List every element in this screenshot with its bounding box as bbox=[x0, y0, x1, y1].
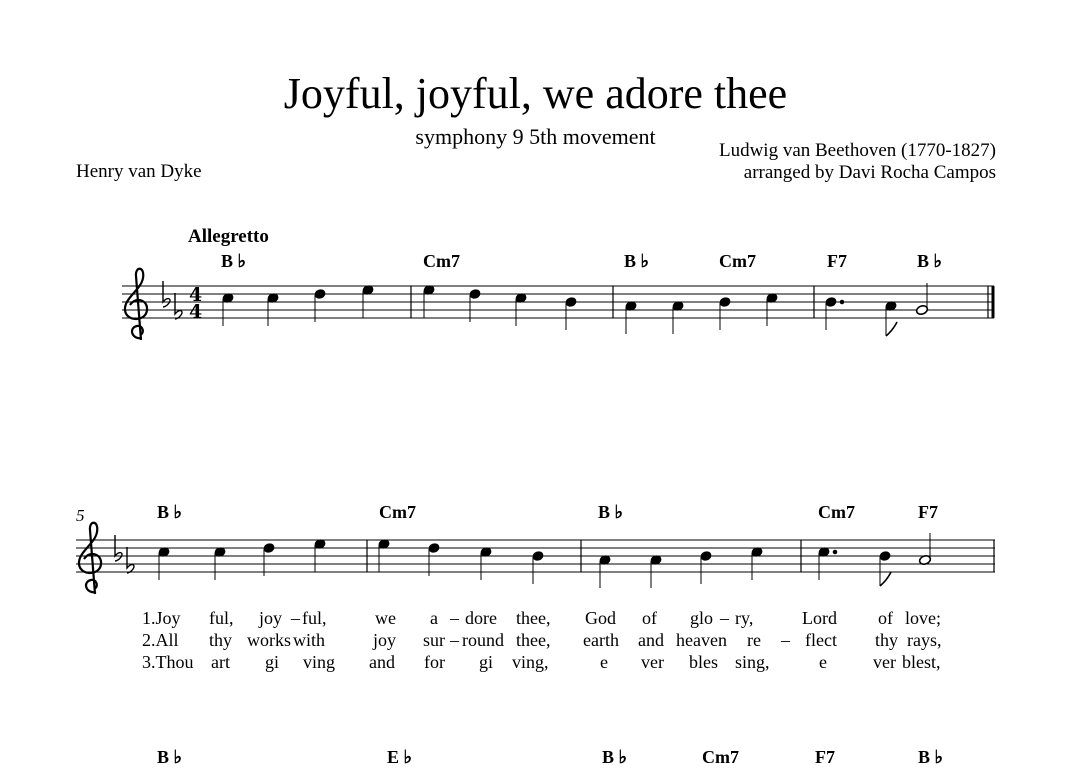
lyric-syllable: we bbox=[375, 608, 396, 628]
chord-symbol: Cm7 bbox=[719, 251, 756, 271]
lyric-syllable: of bbox=[878, 608, 893, 628]
key-signature-flats bbox=[163, 281, 182, 319]
chord-symbol: E ♭ bbox=[387, 747, 412, 767]
lyric-syllable: and bbox=[369, 652, 395, 672]
lyric-syllable: earth bbox=[583, 630, 619, 650]
notes-measure-5 bbox=[158, 539, 326, 580]
tempo-marking: Allegretto bbox=[188, 226, 269, 247]
poet-credit: Henry van Dyke bbox=[76, 161, 202, 182]
notes-measure-8 bbox=[818, 533, 932, 586]
lyric-syllable: joy bbox=[373, 630, 397, 650]
chord-symbol: Cm7 bbox=[423, 251, 460, 271]
subtitle: symphony 9 5th movement bbox=[415, 124, 656, 149]
chord-symbol: B ♭ bbox=[602, 747, 627, 767]
lyric-syllable: ver bbox=[641, 652, 664, 672]
svg-text:4: 4 bbox=[189, 301, 203, 323]
lyric-syllable: love; bbox=[905, 608, 941, 628]
staff-system-1 bbox=[122, 269, 994, 340]
composer-name: Ludwig van Beethoven (1770-1827) bbox=[718, 140, 996, 161]
chord-symbol: F7 bbox=[827, 251, 847, 271]
chord-symbol: Cm7 bbox=[702, 747, 739, 767]
chord-symbol: B ♭ bbox=[157, 502, 182, 522]
arranger-name: arranged by Davi Rocha Campos bbox=[743, 162, 996, 183]
lyric-hyphen: – bbox=[781, 630, 790, 650]
lyric-syllable: gi bbox=[479, 652, 494, 672]
lyric-hyphen: – bbox=[291, 608, 300, 628]
staff-system-2 bbox=[76, 523, 995, 594]
chord-symbol: Cm7 bbox=[818, 502, 855, 522]
notes-measure-1 bbox=[222, 285, 374, 326]
lyric-syllable: God bbox=[585, 608, 616, 628]
lyric-syllable: glo bbox=[690, 608, 714, 628]
lyric-syllable: ving, bbox=[512, 652, 549, 672]
notes-measure-7 bbox=[599, 547, 763, 588]
lyric-syllable: 1.Joy bbox=[142, 608, 181, 628]
lyric-syllable: blest, bbox=[902, 652, 941, 672]
lyric-syllable: bles bbox=[689, 652, 718, 672]
lyric-syllable: Lord bbox=[802, 608, 837, 628]
chord-symbol: B ♭ bbox=[917, 251, 942, 271]
lyric-syllable: ful, bbox=[209, 608, 234, 628]
notes-measure-6 bbox=[378, 539, 544, 584]
staff-lines bbox=[122, 286, 994, 318]
lyric-syllable: thee, bbox=[516, 630, 551, 650]
chord-symbol: B ♭ bbox=[598, 502, 623, 522]
lyric-syllable: round bbox=[462, 630, 504, 650]
chord-symbol: B ♭ bbox=[918, 747, 943, 767]
key-signature-flats bbox=[115, 535, 134, 573]
lyric-syllable: with bbox=[293, 630, 326, 650]
notes-measure-3 bbox=[625, 293, 778, 334]
svg-text:4: 4 bbox=[189, 284, 203, 306]
lyric-syllable: a bbox=[430, 608, 438, 628]
lyric-syllable: 3.Thou bbox=[142, 652, 194, 672]
lyric-syllable: dore bbox=[465, 608, 497, 628]
time-signature bbox=[189, 284, 202, 323]
treble-clef-icon bbox=[79, 523, 101, 594]
chord-symbol: F7 bbox=[815, 747, 835, 767]
chord-symbol: F7 bbox=[918, 502, 938, 522]
lyric-syllable: 2.All bbox=[142, 630, 179, 650]
lyric-syllable: and bbox=[638, 630, 664, 650]
lyric-syllable: sing, bbox=[735, 652, 770, 672]
lyric-syllable: joy bbox=[259, 608, 283, 628]
lyric-hyphen: – bbox=[720, 608, 729, 628]
chord-symbol: Cm7 bbox=[379, 502, 416, 522]
chord-symbol: B ♭ bbox=[157, 747, 182, 767]
lyric-syllable: flect bbox=[805, 630, 837, 650]
lyric-syllable: thy bbox=[875, 630, 899, 650]
chord-symbol: B ♭ bbox=[624, 251, 649, 271]
lyric-syllable: art bbox=[211, 652, 230, 672]
lyric-hyphen: – bbox=[450, 608, 459, 628]
measure-number: 5 bbox=[76, 506, 85, 525]
lyric-syllable: ver bbox=[873, 652, 896, 672]
lyric-syllable: heaven bbox=[676, 630, 727, 650]
lyric-syllable: e bbox=[600, 652, 608, 672]
chord-symbol: B ♭ bbox=[221, 251, 246, 271]
lyric-syllable: ry, bbox=[735, 608, 754, 628]
lyric-syllable: gi bbox=[265, 652, 280, 672]
lyric-syllable: thy bbox=[209, 630, 233, 650]
lyric-syllable: sur bbox=[423, 630, 445, 650]
lyric-syllable: works bbox=[247, 630, 291, 650]
lyric-syllable: ful, bbox=[302, 608, 327, 628]
lyric-syllable: thee, bbox=[516, 608, 551, 628]
lyric-syllable: for bbox=[424, 652, 445, 672]
lyric-syllable: e bbox=[819, 652, 827, 672]
page-title: Joyful, joyful, we adore thee bbox=[283, 69, 788, 118]
lyric-syllable: re bbox=[747, 630, 761, 650]
treble-clef-icon bbox=[125, 269, 147, 340]
notes-measure-2 bbox=[423, 285, 577, 330]
lyric-syllable: rays, bbox=[907, 630, 942, 650]
lyric-syllable: of bbox=[642, 608, 657, 628]
lyric-syllable: ving bbox=[303, 652, 336, 672]
lyric-hyphen: – bbox=[450, 630, 459, 650]
